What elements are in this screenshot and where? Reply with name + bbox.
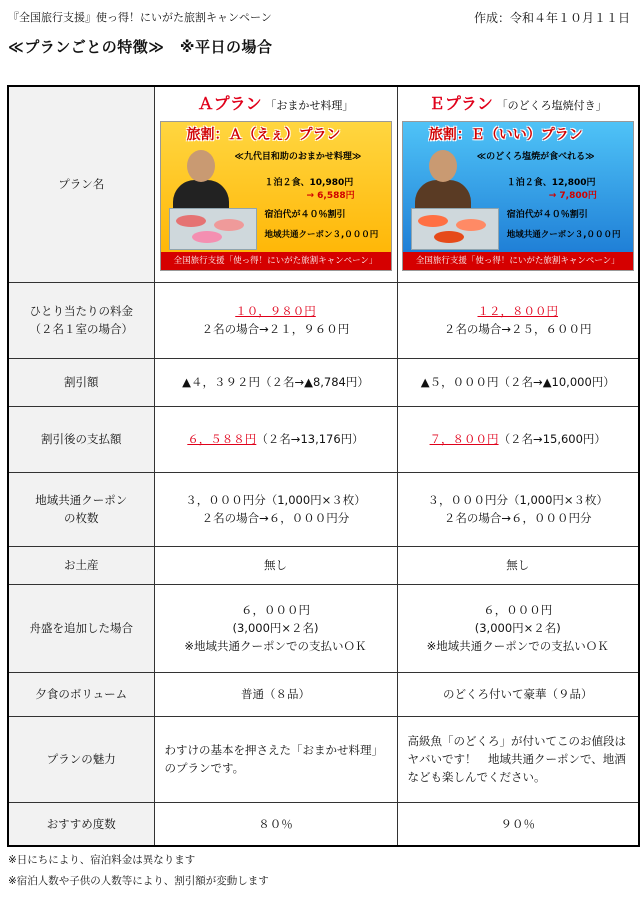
table-row (8, 358, 639, 406)
row-label-price (8, 282, 154, 358)
plan-a-cell (154, 86, 397, 282)
table-row (8, 86, 639, 282)
table-row (8, 716, 639, 802)
fish-box-photo (411, 208, 499, 250)
banner-title: 旅割：Ｅ（いい）プラン (428, 127, 583, 143)
plan-e-appeal: 高級魚「のどくろ」が付いてこのお値段はヤバいです！ 地域共通クーポンで、地酒なども楽しんでください。 (397, 716, 639, 802)
banner-footer: 全国旅行支援「使っ得！にいがた旅割キャンペーン」 (161, 252, 391, 270)
table-row (8, 282, 639, 358)
boat-note: ※地域共通クーポンでの支払いＯＫ (184, 639, 367, 653)
plan-e-recommend: ９０％ (397, 802, 639, 846)
banner-discount-price: → 6,588円 (306, 191, 355, 201)
banner-title: 旅割：Ａ（えぇ）プラン (186, 127, 341, 143)
header-campaign-title: 『全国旅行支援』使っ得！にいがた旅割キャンペーン (8, 11, 272, 24)
banner-coupon: 地域共通クーポン３,０００円 (264, 230, 379, 240)
table-row (8, 406, 639, 472)
after-main: ６，５８８円 (187, 432, 257, 446)
coupon-sub: ２名の場合→６，０００円分 (443, 511, 592, 525)
row-label-volume: 夕食のボリューム (8, 672, 154, 716)
coupon-main: ３，０００円分（1,000円×３枚） (427, 493, 609, 507)
price-sub: ２名の場合→２５，６００円 (443, 322, 592, 336)
table-row (8, 672, 639, 716)
row-label-line: の枚数 (64, 511, 99, 525)
plan-a-discount: ▲４，３９２円（２名→▲8,784円） (154, 358, 397, 406)
row-label-plan-name: プラン名 (8, 86, 154, 282)
banner-price-line: １泊２食、12,800円 (506, 178, 596, 188)
plan-e-cell (397, 86, 639, 282)
plan-a-souvenir: 無し (154, 546, 397, 584)
header-created-date: 作成：令和４年１０月１１日 (473, 11, 630, 25)
price-main: １２，８００円 (477, 304, 558, 318)
banner-discount-rate: 宿泊代が４０％割引 (506, 210, 588, 220)
plan-a-volume: 普通（８品） (154, 672, 397, 716)
coupon-main: ３，０００円分（1,000円×３枚） (185, 493, 366, 507)
plan-a-after-discount (154, 406, 397, 472)
boat-sub: (3,000円×２名) (474, 621, 561, 635)
table-row (8, 472, 639, 546)
row-label-line: ひとり当たりの料金 (29, 304, 133, 318)
row-label-appeal: プランの魅力 (8, 716, 154, 802)
plan-a-sub: 「おまかせ料理」 (265, 99, 354, 112)
plan-e-volume: のどくろ付いて豪華（９品） (397, 672, 639, 716)
row-label-discount: 割引額 (8, 358, 154, 406)
plan-a-coupon (154, 472, 397, 546)
plan-e-price (397, 282, 639, 358)
plan-e-after-discount (397, 406, 639, 472)
boat-note: ※地域共通クーポンでの支払いＯＫ (426, 639, 609, 653)
plan-e-coupon (397, 472, 639, 546)
banner-subtitle: ≪のどくろ塩焼が食べれる≫ (476, 152, 595, 162)
banner-discount-rate: 宿泊代が４０％割引 (264, 210, 346, 220)
banner-subtitle: ≪九代目和助のおまかせ料理≫ (234, 152, 362, 162)
row-label-souvenir: お土産 (8, 546, 154, 584)
after-sub: （２名→13,176円） (256, 432, 364, 446)
after-sub: （２名→15,600円） (498, 432, 606, 446)
plan-a-name: Ａプラン (197, 94, 262, 113)
coupon-sub: ２名の場合→６，０００円分 (201, 511, 350, 525)
price-sub: ２名の場合→２１，９６０円 (201, 322, 350, 336)
plan-a-boat (154, 584, 397, 672)
banner-discount-price: → 7,800円 (548, 191, 597, 201)
plan-a-appeal: わすけの基本を押さえた「おまかせ料理」のプランです。 (154, 716, 397, 802)
plan-a-recommend: ８０％ (154, 802, 397, 846)
section-title: ≪プランごとの特徴≫ ※平日の場合 (8, 38, 273, 56)
fish-box-photo (169, 208, 257, 250)
table-row (8, 802, 639, 846)
plan-e-discount: ▲５，０００円（２名→▲10,000円） (397, 358, 639, 406)
after-main: ７，８００円 (429, 432, 499, 446)
row-label-coupon (8, 472, 154, 546)
row-label-line: 地域共通クーポン (35, 493, 128, 507)
plan-a-banner (160, 121, 392, 271)
plan-comparison-table (7, 85, 640, 847)
banner-price-line: １泊２食、10,980円 (264, 178, 354, 188)
plan-e-boat (397, 584, 639, 672)
plan-e-souvenir: 無し (397, 546, 639, 584)
boat-sub: (3,000円×２名) (232, 621, 319, 635)
row-label-line: （２名１室の場合） (29, 322, 133, 336)
row-label-boat: 舟盛を追加した場合 (8, 584, 154, 672)
row-label-recommend: おすすめ度数 (8, 802, 154, 846)
boat-main: ６，０００円 (241, 603, 310, 617)
plan-e-sub: 「のどくろ塩焼付き」 (496, 99, 607, 112)
banner-footer: 全国旅行支援「使っ得！にいがた旅割キャンペーン」 (403, 252, 633, 270)
table-row (8, 584, 639, 672)
row-label-after-discount: 割引後の支払額 (8, 406, 154, 472)
footnote-2: ※宿泊人数や子供の人数等により、割引額が変動します (8, 875, 269, 887)
plan-e-banner (402, 121, 634, 271)
price-main: １０，９８０円 (235, 304, 316, 318)
boat-main: ６，０００円 (483, 603, 553, 617)
table-row (8, 546, 639, 584)
footnote-1: ※日にちにより、宿泊料金は異なります (8, 854, 196, 866)
plan-e-name: Ｅプラン (428, 94, 493, 113)
banner-coupon: 地域共通クーポン３,０００円 (506, 230, 621, 240)
plan-a-price (154, 282, 397, 358)
